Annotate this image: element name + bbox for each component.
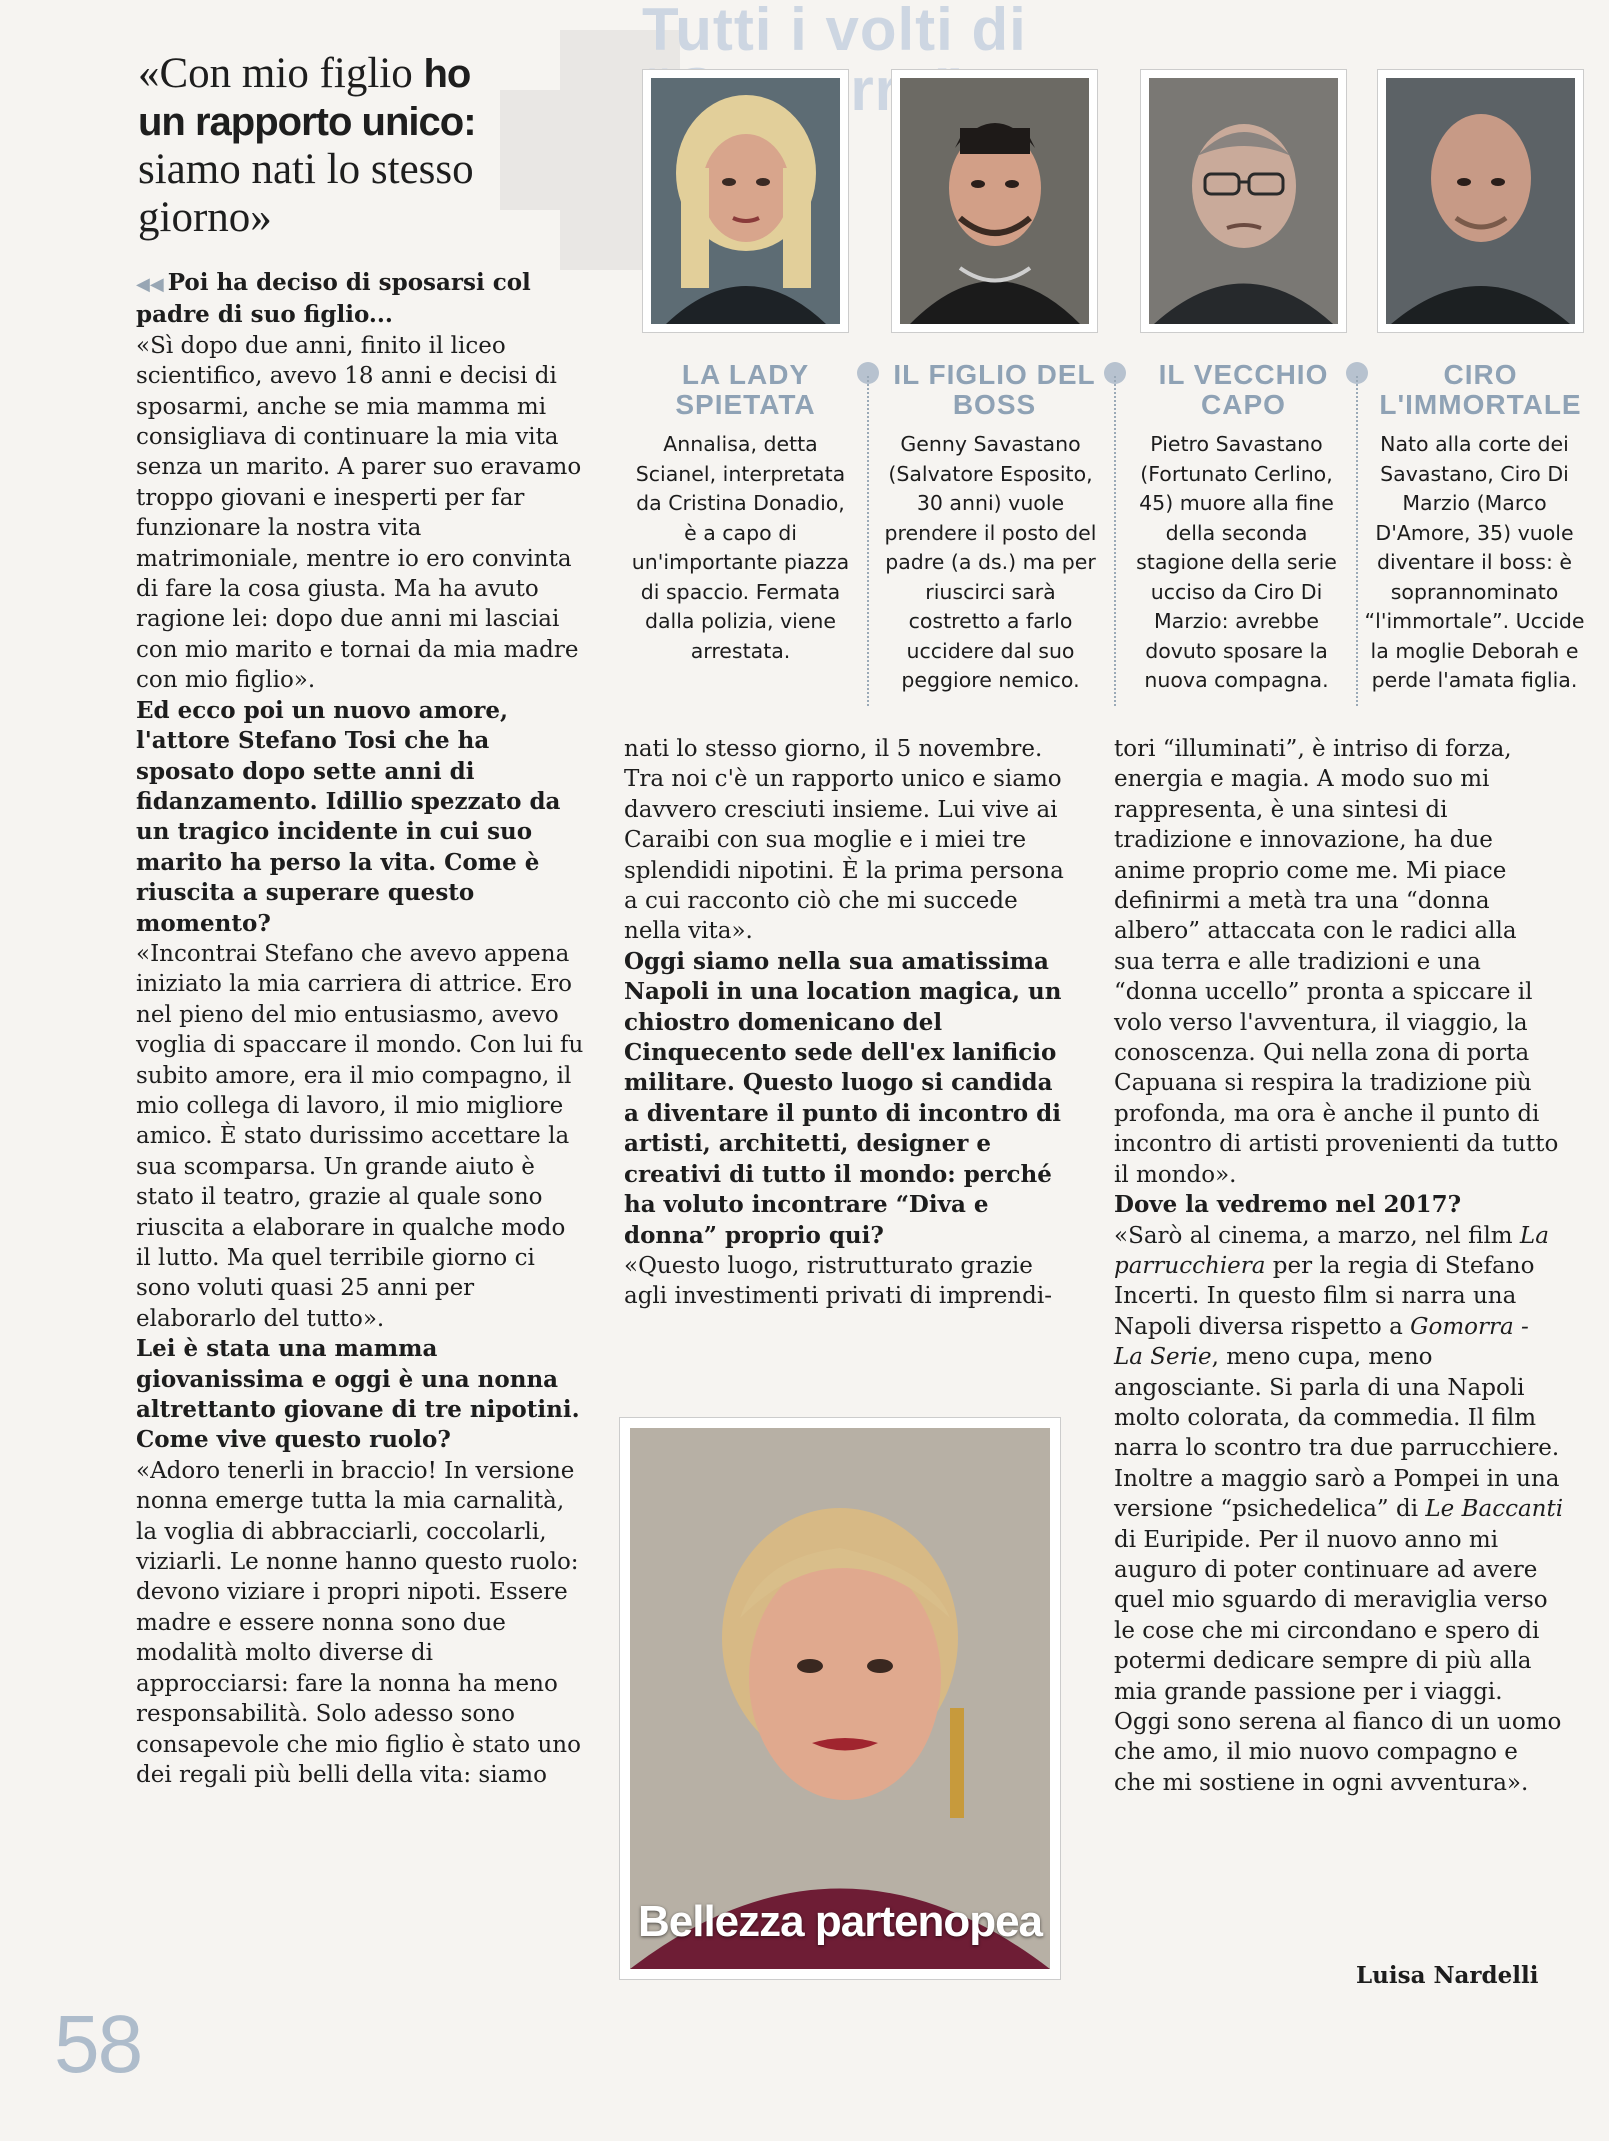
cast-photo-lady: [643, 70, 848, 332]
cast-photo-old-boss: [1141, 70, 1346, 332]
article-column-3: [1114, 734, 1564, 1798]
cast-desc-4: Nato alla corte dei Savastano, Ciro Di Marzio (Marco D'Amore, 35) vuole diventare il boss: è soprannominato “l'immortale”. Uccide la moglie Deborah e perde l'amata figlia.: [1364, 432, 1585, 692]
cast-role-2: IL FIGLIO DEL BOSS: [893, 359, 1096, 420]
answer-1: «Sì dopo due anni, finito il liceo scientifico, avevo 18 anni e decisi di sposarmi, anche se mia mamma mi consigliava di continuare la mia vita senza un marito. A parer suo eravamo troppo giovani e inesperti per far funzionare la nostra vita matrimoniale, mentre io ero convinta di fare la cosa giusta. Ma ha avuto ragione lei: dopo due anni mi lasciai con mio marito e tornai da mia madre con mio figlio».: [136, 332, 582, 694]
cast-photo-son: [892, 70, 1097, 332]
answer-3: «Adoro tenerli in braccio! In versione nonna emerge tutta la mia carnalità, la voglia di abbracciarli, coccolarli, viziarli. Le nonne hanno questo ruolo: devono viziare i propri nipoti. Essere madre e essere nonna sono due modalità molto diverse di approcciarsi: fare la nonna ha meno responsabilità. Solo adesso sono consapevole che mio figlio è stato uno dei regali più belli della vita: siamo: [136, 1457, 581, 1788]
answer-4-cont: tori “illuminati”, è intriso di forza, energia e magia. A modo suo mi rappresenta, è una sintesi di tradizione e innovazione, ha due anime proprio come me. Mi piace definirmi a metà tra una “donna albero” attaccata con le radici alla sua terra e alle tradizioni e una “donna uccello” pronta a spiccare il volo verso l'avventura, il viaggio, la conoscenza. Qui nella zona di porta Capuana si respira la tradizione più profonda, ma ora è anche il punto di incontro di artisti provenienti da tutto il mondo».: [1114, 736, 1559, 1188]
pull-quote: [138, 50, 478, 242]
answer-5: «Sarò al cinema, a marzo, nel film La parrucchiera per la regia di Stefano Incerti. In questo film si narra una Napoli diversa rispetto a Gomorra - La Serie, meno cupa, meno angosciante. Si parla di una Napoli molto colorata, da commedia. Il film narra lo scontro tra due parrucchiere. Inoltre a maggio sarò a Pompei in una versione “psichedelica” di Le Baccanti di Euripide. Per il nuovo anno mi auguro di poter continuare ad avere quel mio sguardo di meraviglia verso le cose che mi circondano e spero di potermi dedicare sempre di più alla mia grande passione per i viaggi. Oggi sono serena al fianco di un uomo che amo, il mio nuovo compagno e che mi sostiene in ogni avventura».: [1114, 1222, 1564, 1796]
portrait-old-man-glasses-icon: [1149, 78, 1338, 324]
divider-line: [867, 376, 869, 706]
article-column-1: [136, 268, 586, 1790]
cast-role-4: CIRO L'IMMORTALE: [1379, 359, 1582, 420]
portrait-photo: [620, 1418, 1060, 1979]
divider-line: [1114, 376, 1116, 706]
section-title: Tutti i volti di: [642, 0, 1027, 63]
cast-desc-3: Pietro Savastano (Fortunato Cerlino, 45) muore alla fine della seconda stagione della serie ucciso da Ciro Di Marzio: avrebbe dovuto sposare la nuova compagna.: [1136, 432, 1337, 692]
pull-quote-part1: «Con mio figlio: [138, 50, 413, 97]
cast-desc-1: Annalisa, detta Scianel, interpretata da Cristina Donadio, è a capo di un'importante piazza di spaccio. Fermata dalla polizia, viene arrestata.: [631, 432, 850, 663]
article-column-2: [624, 734, 1074, 1312]
pull-quote-bold: ho un rapporto unico:: [138, 52, 476, 144]
answer-2: «Incontrai Stefano che avevo appena iniziato la mia carriera di attrice. Ero nel pieno del mio entusiasmo, avevo voglia di spaccare il mondo. Con lui fu subito amore, era il mio compagno, il mio collega di lavoro, il mio migliore amico. È stato durissimo accettare la sua scomparsa. Un grande aiuto è stato il teatro, grazie al quale sono riuscita a elaborare in qualche modo il lutto. Ma quel terribile giorno ci sono voluti quasi 25 anni per elaborarlo del tutto».: [136, 940, 584, 1332]
question-5: Dove la vedremo nel 2017?: [1114, 1191, 1462, 1219]
portrait-caption: Bellezza partenopea: [637, 1897, 1043, 1946]
portrait-woman-blonde-icon: [651, 78, 840, 324]
cast-desc-2: Genny Savastano (Salvatore Esposito, 30 anni) vuole prendere il posto del padre (a ds.) ma per riuscirci sarà costretto a farlo uccidere dal suo peggiore nemico.: [884, 432, 1097, 692]
question-1: ◀◀ Poi ha deciso di sposarsi col padre di suo figlio...: [136, 269, 531, 329]
pull-quote-part2: siamo nati lo stesso giorno»: [138, 146, 474, 241]
answer-3-cont: nati lo stesso giorno, il 5 novembre. Tra noi c'è un rapporto unico e siamo davvero cresciuti insieme. Lui vive ai Caraibi con sua moglie e i miei tre splendidi nipotini. È la prima persona a cui racconto ciò che mi succede nella vita».: [624, 736, 1064, 945]
page-number: 58: [54, 1999, 142, 2090]
portrait-woman-short-hair-icon: [630, 1428, 1050, 1969]
byline: Luisa Nardelli: [1356, 1962, 1539, 1989]
question-3: Lei è stata una mamma giovanissima e oggi è una nonna altrettanto giovane di tre nipotini. Come vive questo ruolo?: [136, 1335, 580, 1454]
portrait-bald-man-icon: [1386, 78, 1575, 324]
portrait-young-man-icon: [900, 78, 1089, 324]
cast-role-1: LA LADY SPIETATA: [675, 359, 816, 420]
question-2: Ed ecco poi un nuovo amore, l'attore Stefano Tosi che ha sposato dopo sette anni di fidanzamento. Idillio spezzato da un tragico incidente in cui suo marito ha perso la vita. Come è riuscita a superare questo momento?: [136, 696, 561, 937]
cast-role-3: IL VECCHIO CAPO: [1158, 359, 1329, 420]
question-4: Oggi siamo nella sua amatissima Napoli in una location magica, un chiostro domenicano del Cinquecento sede dell'ex lanificio militare. Questo luogo si candida a diventare il punto di incontro di artisti, architetti, designer e creativi di tutto il mondo: perché ha voluto incontrare “Diva e donna” proprio qui?: [624, 947, 1062, 1249]
divider-line: [1356, 376, 1358, 706]
cast-photo-ciro: [1378, 70, 1583, 332]
answer-4: «Questo luogo, ristrutturato grazie agli investimenti privati di imprendi-: [624, 1252, 1053, 1310]
lead-arrows-icon: ◀◀: [136, 274, 164, 295]
